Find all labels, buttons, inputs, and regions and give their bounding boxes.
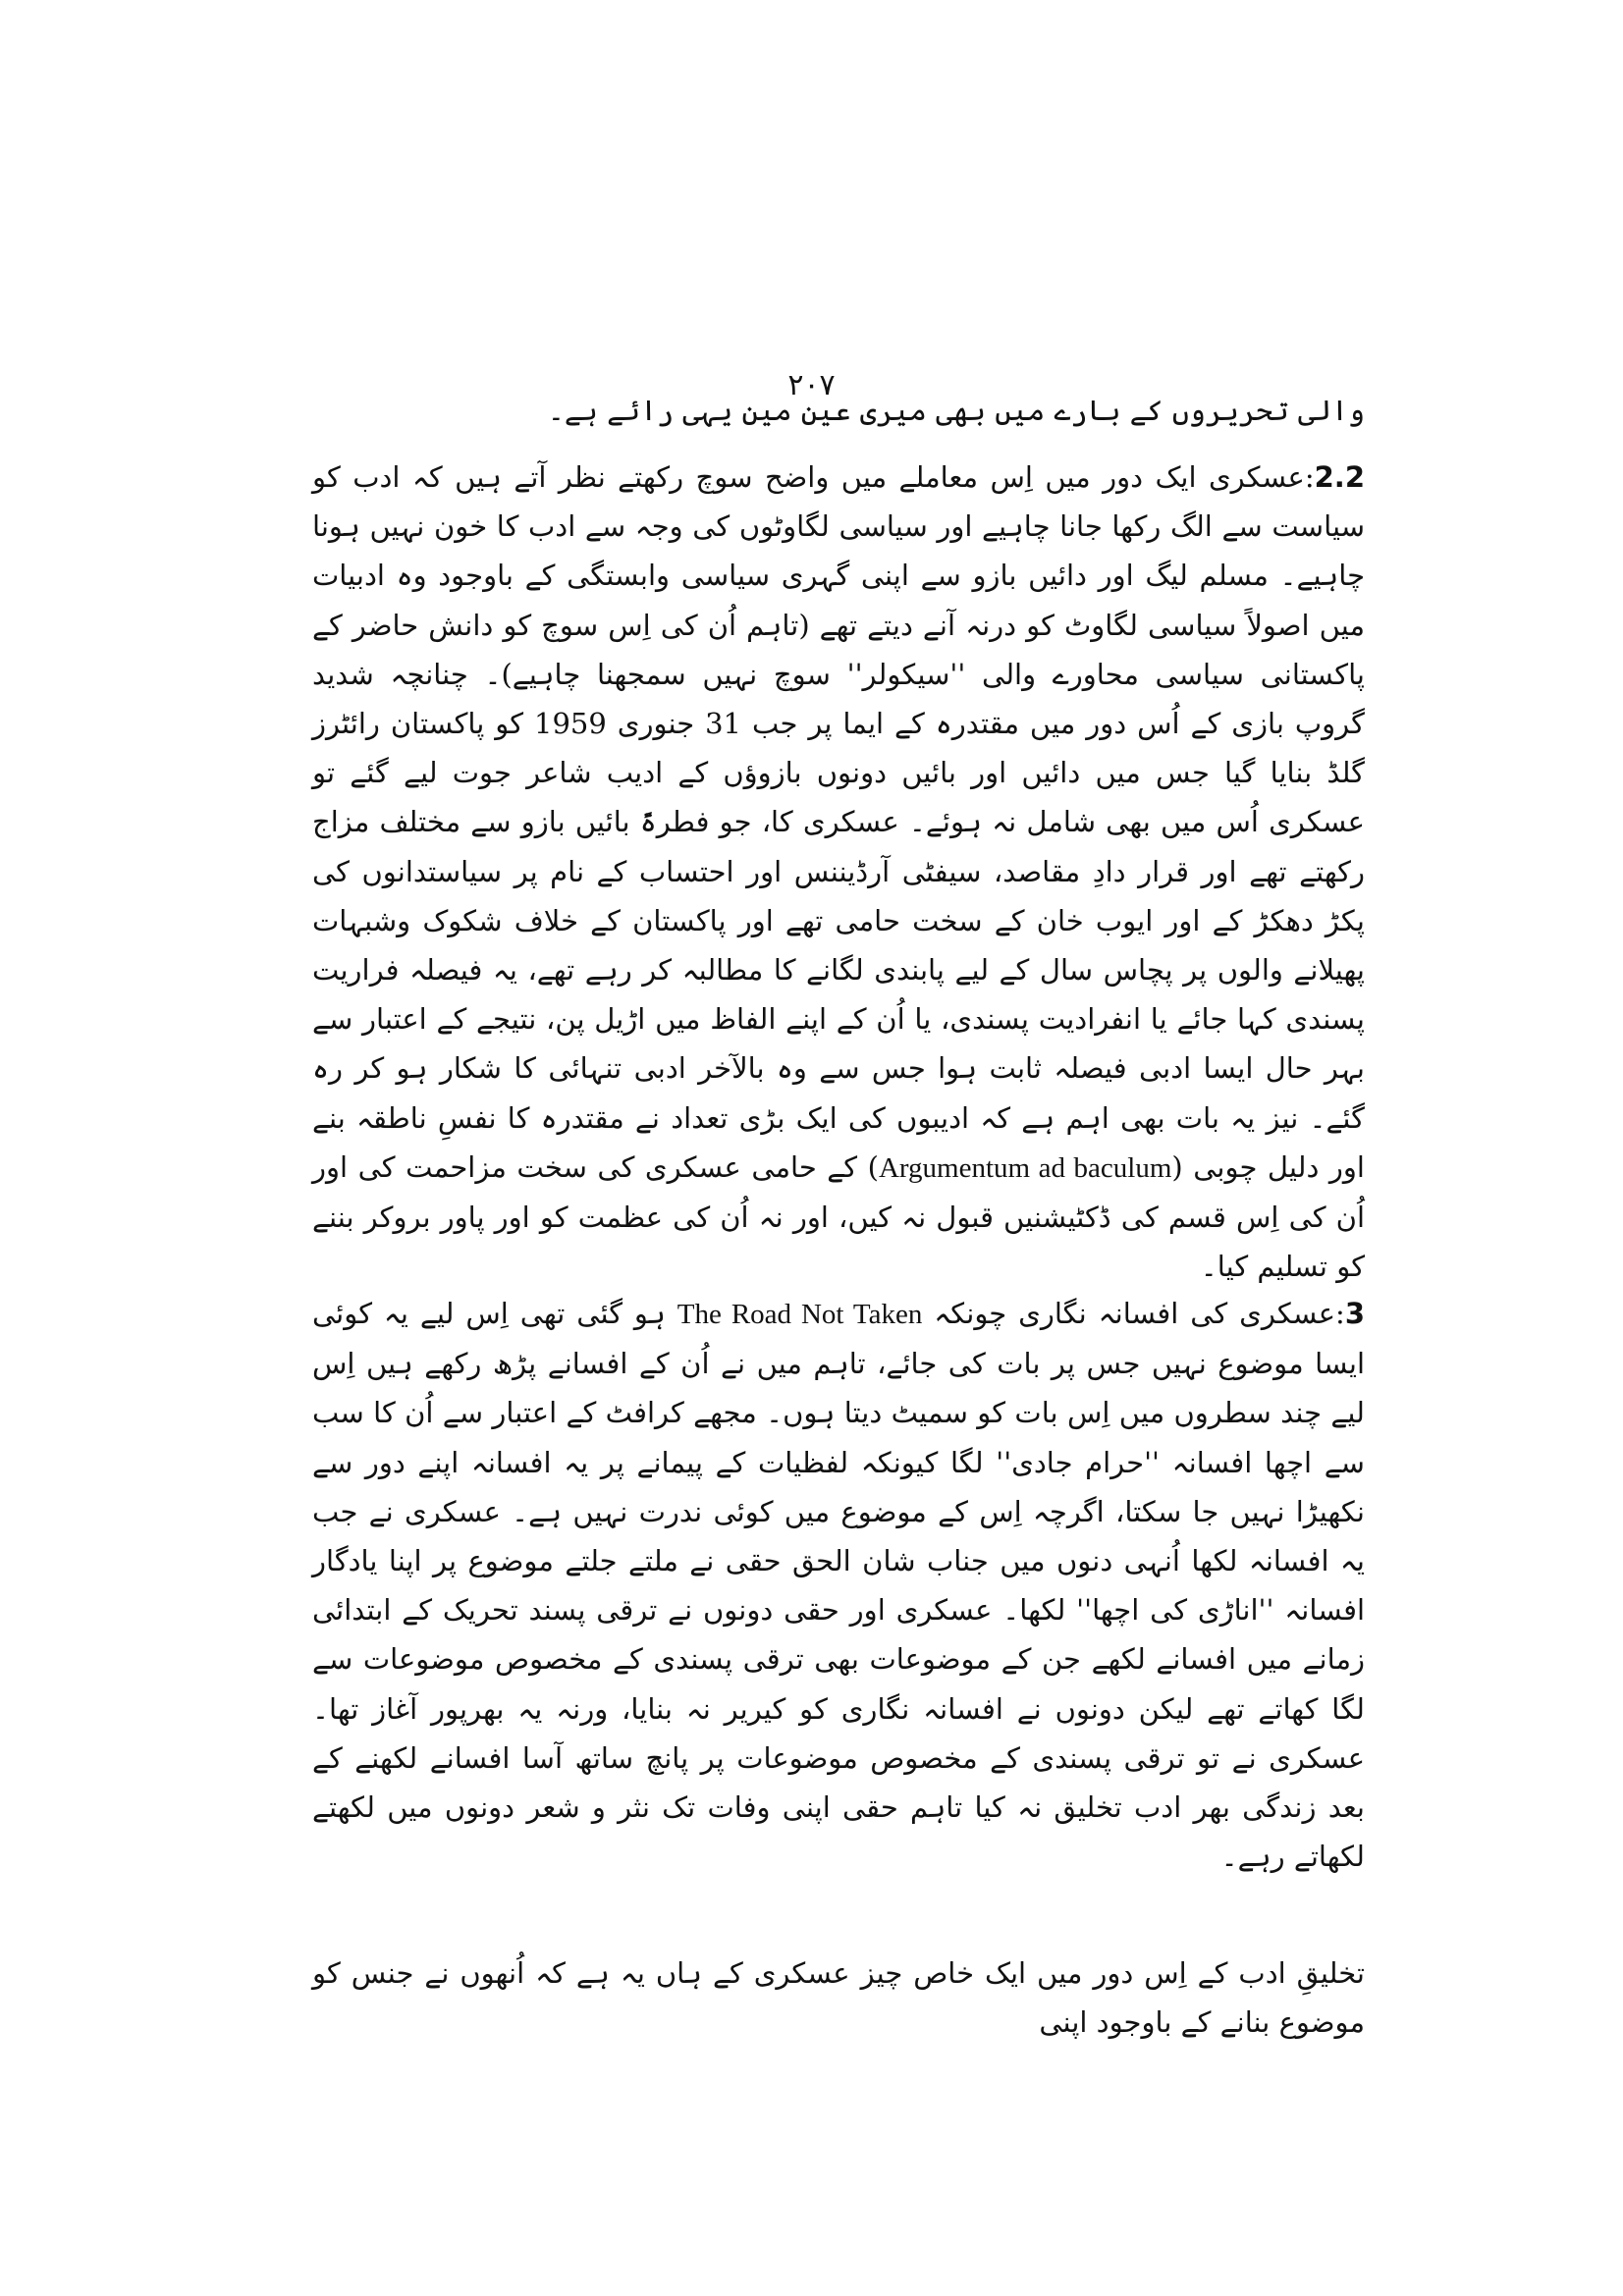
- section-2-2-number: 2.2: [1314, 460, 1365, 494]
- section-3-body-start: :عسکری کی افسانہ نگاری چونکہ: [922, 1297, 1345, 1330]
- section-2-2-body-end: ) کے حامی عسکری کی سخت مزاحمت کی اور اُن کی اِس قسم کی ڈکٹیشنیں قبول نہ کیں، اور نہ اُن کی عظمت کو اور پاور بروکر بننے کو تسلیم کیا۔: [312, 1149, 1365, 1284]
- section-2-2-body: :عسکری ایک دور میں اِس معاملے میں واضح سوچ رکھتے نظر آتے ہیں کہ ادب کو سیاست سے الگ رکھا جانا چاہیے اور سیاسی لگاوٹوں کی وجہ سے ادب کا خون نہیں ہونا چاہیے۔ مسلم لیگ اور دائیں بازو سے اپنی گہری سیاسی وابستگی کے باوجود وہ ادبیات میں اصولاً سیاسی لگاوٹ کو درنہ آنے دیتے تھے (تاہم اُن کی اِس سوچ کو دانش حاضر کے پاکستانی سیاسی محاورے والی ''سیکولر'' سوچ نہیں سمجھنا چاہیے)۔ چنانچہ شدید گروپ بازی کے اُس دور میں مقتدرہ کے ایما پر جب 31 جنوری 1959 کو پاکستان رائٹرز گلڈ بنایا گیا جس میں دائیں اور بائیں دونوں بازوؤں کے ادیب شاعر جوت لیے گئے تو عسکری اُس میں بھی شامل نہ ہوئے۔ عسکری کا، جو فطرۃً بائیں بازو سے مختلف مزاج رکھتے تھے اور قرار دادِ مقاصد، سیفٹی آرڈیننس اور احتساب کے نام پر سیاستدانوں کی پکڑ دھکڑ کے اور ایوب خان کے سخت حامی تھے اور پاکستان کے خلاف شکوک وشبہات پھیلانے والوں پر پچاس سال کے لیے پابندی لگانے کا مطالبہ کر رہے تھے، یہ فیصلہ فراریت پسندی کہا جائے یا انفرادیت پسندی، یا اُن کے اپنے الفاظ میں اڑیل پن، نتیجے کے اعتبار سے بہر حال ایسا ادبی فیصلہ ثابت ہوا جس سے وہ بالآخر ادبی تنہائی کا شکار ہو کر رہ گئے۔ نیز یہ بات بھی اہم ہے کہ ادیبوں کی ایک بڑی تعداد نے مقتدرہ کا نفسِ ناطقہ بنے اور دلیل چوبی (: [312, 460, 1365, 1184]
- section-2-2-latin-term: Argumentum ad baculum: [878, 1151, 1172, 1184]
- section-2-2-text: [312, 453, 1365, 1291]
- final-paragraph: [312, 1949, 1365, 2040]
- section-3-number: 3: [1344, 1297, 1365, 1330]
- section-3-body-end: ہو گئی تھی اِس لیے یہ کوئی ایسا موضوع نہیں جس پر بات کی جائے، تاہم میں نے اُن کے افسانے پڑھ رکھے ہیں اِس لیے چند سطروں میں اِس بات کو سمیٹ دیتا ہوں۔ مجھے کرافٹ کے اعتبار سے اُن کا سب سے اچھا افسانہ ''حرام جادی'' لگا کیونکہ لفظیات کے پیمانے پر یہ افسانہ اپنے دور سے نکھیڑا نہیں جا سکتا، اگرچہ اِس کے موضوع میں کوئی ندرت نہیں ہے۔ عسکری نے جب یہ افسانہ لکھا اُنہی دنوں میں جناب شان الحق حقی نے ملتے جلتے موضوع پر اپنا یادگار افسانہ ''اناڑی کی اچھا'' لکھا۔ عسکری اور حقی دونوں نے ترقی پسند تحریک کے ابتدائی زمانے میں افسانے لکھے جن کے موضوعات بھی ترقی پسندی کے مخصوص موضوعات سے لگا کھاتے تھے لیکن دونوں نے افسانہ نگاری کو کیریر نہ بنایا، ورنہ یہ بھرپور آغاز تھا۔ عسکری نے تو ترقی پسندی کے مخصوص موضوعات پر پانچ ساتھ آسا افسانے لکھنے کے بعد زندگی بھر ادب تخلیق نہ کیا تاہم حقی اپنی وفات تک نثر و شعر دونوں میں لکھتے لکھاتے رہے۔: [312, 1297, 1365, 1874]
- section-3-paragraph: [312, 1289, 1365, 1941]
- section-3-latin-term: The Road Not Taken: [676, 1299, 923, 1330]
- section-2-2-paragraph: [312, 453, 1365, 1284]
- page-number: ۲۰۷: [787, 368, 836, 402]
- section-3-text: [312, 1289, 1365, 1881]
- final-paragraph-text: تخلیقِ ادب کے اِس دور میں ایک خاص چیز عسکری کے ہاں یہ ہے کہ اُنھوں نے جنس کو موضوع بنانے کے باوجود اپنی: [312, 1956, 1365, 2040]
- lead-paragraph-text: والی تحریروں کے بارے میں بھی میری عین مین یہی رائے ہے۔: [547, 394, 1365, 427]
- lead-paragraph: [312, 386, 1365, 445]
